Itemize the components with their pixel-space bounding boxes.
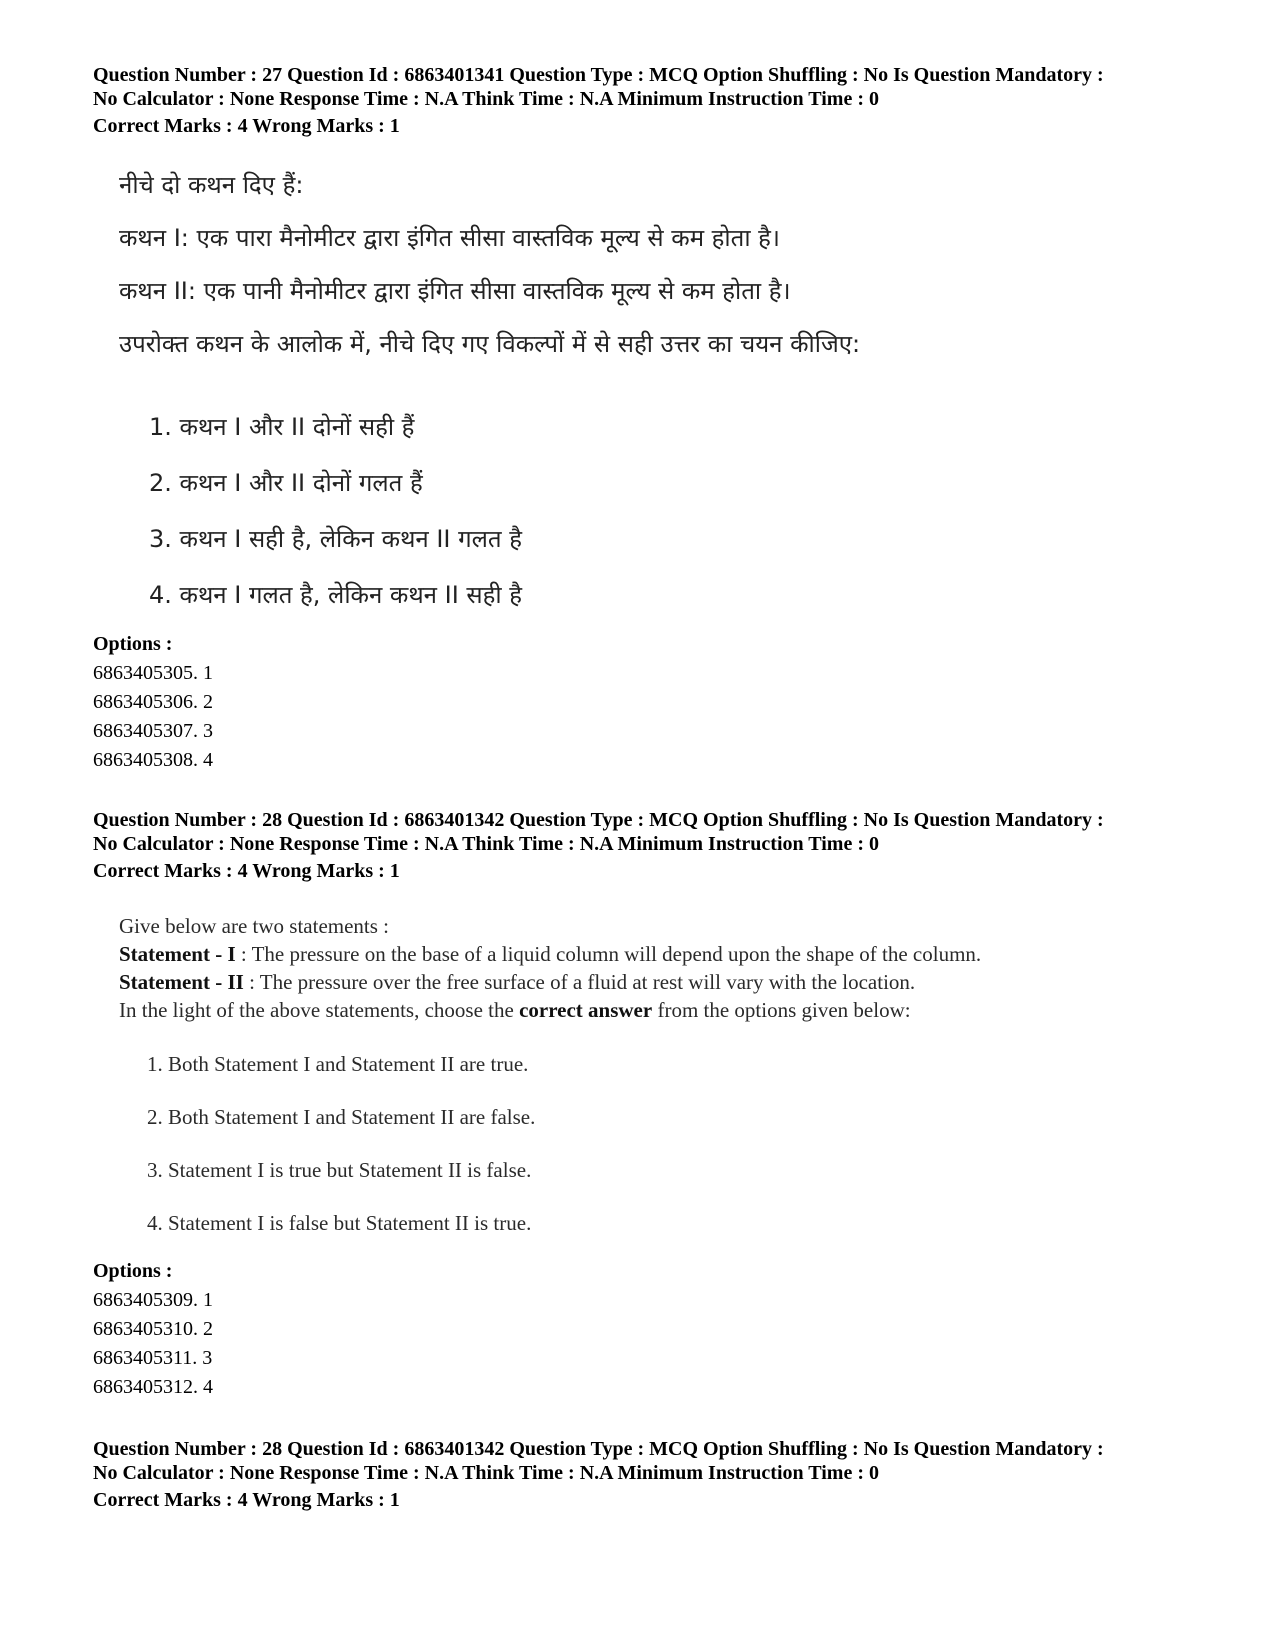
q28-statement-1	[119, 942, 981, 967]
q27-statement-1: कथन I: एक पारा मैनोमीटर द्वारा इंगित सीसा वास्तविक मूल्य से कम होता है।	[119, 224, 781, 252]
q28-meta	[93, 808, 1104, 856]
q27-option-2: 6863405306. 2	[93, 691, 213, 713]
q28-repeat-meta-line1: Question Number : 28 Question Id : 6863401342 Question Type : MCQ Option Shuffling : No Is Question Mandatory :	[93, 1438, 1104, 1460]
q27-options-label: Options :	[93, 633, 173, 655]
q27-option-1: 6863405305. 1	[93, 662, 213, 684]
q27-meta	[93, 63, 1104, 111]
q27-option-3: 6863405307. 3	[93, 720, 213, 742]
q28-statement-2-label: Statement - II	[119, 970, 244, 994]
q28-option-3: 6863405311. 3	[93, 1347, 213, 1369]
q28-statement-1-text: : The pressure on the base of a liquid column will depend upon the shape of the column.	[235, 942, 982, 966]
q27-choice-3: 3. कथन I सही है, लेकिन कथन II गलत है	[149, 525, 522, 553]
q28-repeat-marks: Correct Marks : 4 Wrong Marks : 1	[93, 1489, 400, 1511]
q28-instruction	[119, 998, 911, 1023]
q27-choice-1: 1. कथन I और II दोनों सही हैं	[149, 413, 415, 441]
q28-choice-1: 1. Both Statement I and Statement II are true.	[147, 1052, 529, 1076]
q28-options-label: Options :	[93, 1260, 173, 1282]
q28-repeat-meta-line2: No Calculator : None Response Time : N.A Think Time : N.A Minimum Instruction Time : 0	[93, 1462, 879, 1484]
q27-option-4: 6863405308. 4	[93, 749, 213, 771]
q28-meta-line2: No Calculator : None Response Time : N.A Think Time : N.A Minimum Instruction Time : 0	[93, 833, 879, 855]
q27-statement-2: कथन II: एक पानी मैनोमीटर द्वारा इंगित सीसा वास्तविक मूल्य से कम होता है।	[119, 277, 791, 305]
q28-statement-2	[119, 970, 915, 995]
q28-intro: Give below are two statements :	[119, 914, 390, 938]
q28-instruction-bold: correct answer	[519, 998, 653, 1022]
q28-choice-3: 3. Statement I is true but Statement II is false.	[147, 1158, 532, 1182]
q28-marks: Correct Marks : 4 Wrong Marks : 1	[93, 860, 400, 882]
q28-statement-2-text: : The pressure over the free surface of a fluid at rest will vary with the location.	[243, 970, 916, 994]
q28-option-1: 6863405309. 1	[93, 1289, 213, 1311]
q28-option-4: 6863405312. 4	[93, 1376, 213, 1398]
q27-meta-line1: Question Number : 27 Question Id : 6863401341 Question Type : MCQ Option Shuffling : No Is Question Mandatory :	[93, 64, 1104, 86]
q28-repeat-meta	[93, 1437, 1104, 1485]
q28-meta-line1: Question Number : 28 Question Id : 6863401342 Question Type : MCQ Option Shuffling : No Is Question Mandatory :	[93, 809, 1104, 831]
q28-instruction-post: from the options given below:	[652, 998, 911, 1022]
q27-instruction: उपरोक्त कथन के आलोक में, नीचे दिए गए विकल्पों में से सही उत्तर का चयन कीजिए:	[119, 330, 861, 358]
q28-instruction-pre: In the light of the above statements, choose the	[119, 998, 520, 1022]
q27-intro: नीचे दो कथन दिए हैं:	[119, 171, 304, 199]
q28-choice-4: 4. Statement I is false but Statement II is true.	[147, 1211, 532, 1235]
q27-meta-line2: No Calculator : None Response Time : N.A Think Time : N.A Minimum Instruction Time : 0	[93, 88, 879, 110]
q27-choice-2: 2. कथन I और II दोनों गलत हैं	[149, 469, 423, 497]
q28-options	[93, 1257, 213, 1402]
q27-marks: Correct Marks : 4 Wrong Marks : 1	[93, 115, 400, 137]
q28-option-2: 6863405310. 2	[93, 1318, 213, 1340]
q27-choice-4: 4. कथन I गलत है, लेकिन कथन II सही है	[149, 581, 522, 609]
q28-statement-1-label: Statement - I	[119, 942, 236, 966]
q28-choice-2: 2. Both Statement I and Statement II are false.	[147, 1105, 536, 1129]
q27-options	[93, 630, 213, 775]
